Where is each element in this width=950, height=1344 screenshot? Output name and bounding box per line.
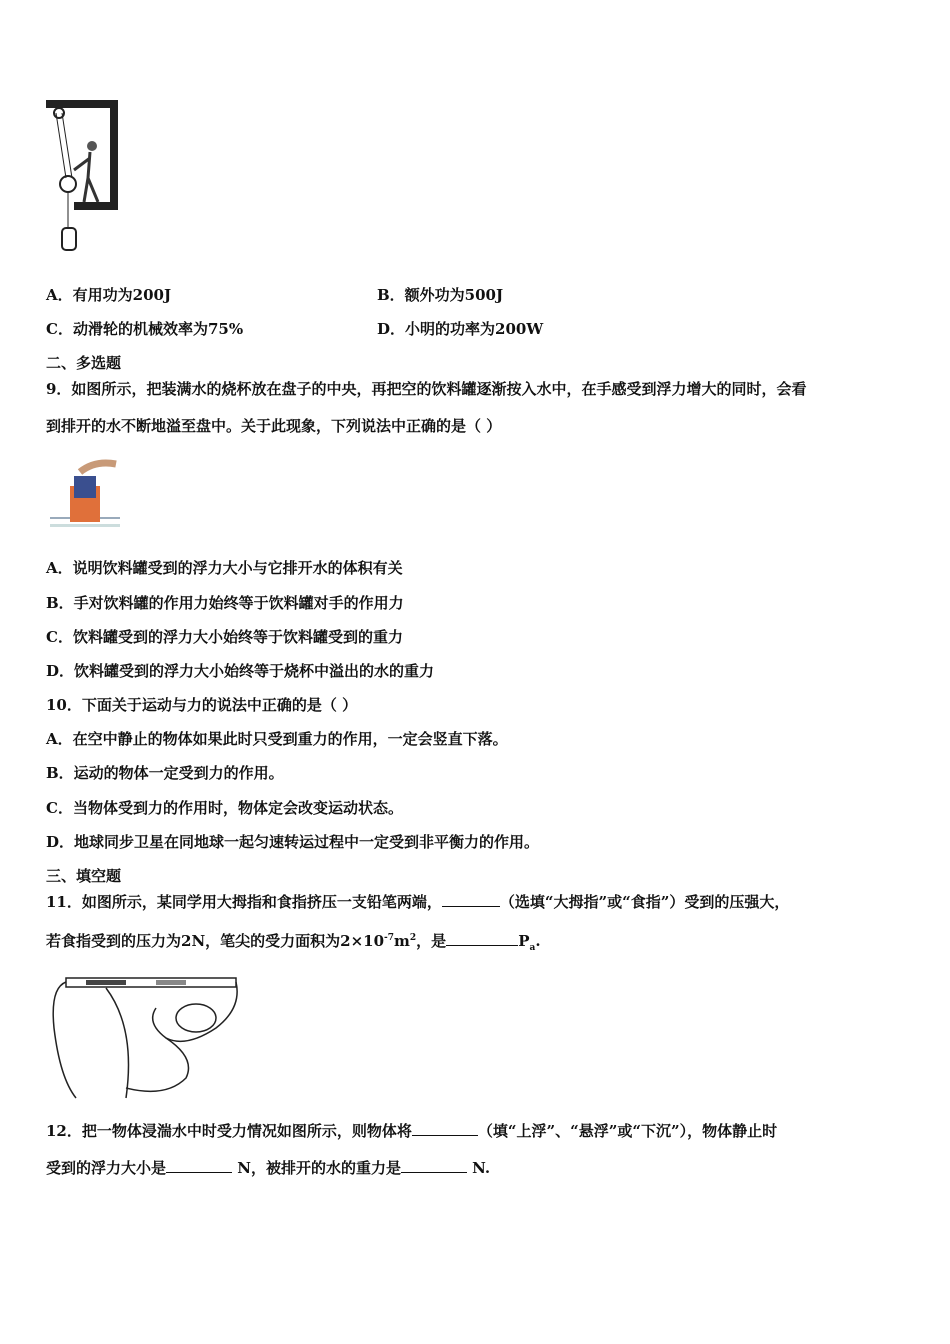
q10-option-c[interactable]: C．当物体受到力的作用时，物体定会改变运动状态。 xyxy=(46,799,403,817)
q12-text: N. xyxy=(466,1159,491,1177)
q11-text: 11．如图所示，某同学用大拇指和食指挤压一支铅笔两端， xyxy=(46,893,442,911)
q12-text: 受到的浮力大小是 xyxy=(46,1159,167,1177)
q11-unit: P xyxy=(518,932,530,950)
q12-text: （填“上浮”、“悬浮”或“下沉”），物体静止时 xyxy=(477,1122,778,1140)
q11-text: m xyxy=(394,932,410,950)
q11-exponent: 2 xyxy=(409,933,417,943)
q10-option-b[interactable]: B．运动的物体一定受到力的作用。 xyxy=(46,764,284,782)
q11-blank-2[interactable] xyxy=(446,931,518,946)
q11-text: . xyxy=(535,932,541,950)
q11-exponent: -7 xyxy=(384,933,395,943)
q8-option-c[interactable]: C．动滑轮的机械效率为75% xyxy=(46,320,244,338)
q11-text: ，是 xyxy=(416,932,447,950)
pulley-figure xyxy=(44,98,120,258)
q11-line2 xyxy=(46,928,541,958)
q11-blank-1[interactable] xyxy=(442,892,500,907)
pencil-fingers-figure xyxy=(46,968,242,1104)
q12-text: N，被排开的水的重力是 xyxy=(232,1159,401,1177)
q9-stem-line1: 9．如图所示，把装满水的烧杯放在盘子的中央，再把空的饮料罐逐渐按入水中，在手感受到浮力增大的同时，会看 xyxy=(46,380,807,398)
section-heading-multiple-choice: 二、多选题 xyxy=(46,354,122,372)
q10-option-d[interactable]: D．地球同步卫星在同地球一起匀速转运过程中一定受到非平衡力的作用。 xyxy=(46,833,540,851)
q11-unit-sub: a xyxy=(529,943,536,953)
q8-option-b[interactable]: B．额外功为500J xyxy=(377,286,504,304)
section-heading-fill-blank: 三、填空题 xyxy=(46,867,122,885)
q9-option-d[interactable]: D．饮料罐受到的浮力大小始终等于烧杯中溢出的水的重力 xyxy=(46,662,435,680)
q11-line1 xyxy=(46,892,789,912)
q12-blank-3[interactable] xyxy=(401,1158,467,1173)
q10-stem: 10．下面关于运动与力的说法中正确的是（ ） xyxy=(46,696,358,714)
q12-blank-1[interactable] xyxy=(412,1121,478,1136)
q9-stem-line2: 到排开的水不断地溢至盘中。关于此现象，下列说法中正确的是（ ） xyxy=(46,417,502,435)
q8-option-d[interactable]: D．小明的功率为200W xyxy=(377,320,544,338)
beaker-figure xyxy=(50,458,120,536)
q10-option-a[interactable]: A．在空中静止的物体如果此时只受到重力的作用，一定会竖直下落。 xyxy=(46,730,508,748)
q9-option-a[interactable]: A．说明饮料罐受到的浮力大小与它排开水的体积有关 xyxy=(46,559,403,577)
q9-option-b[interactable]: B．手对饮料罐的作用力始终等于饮料罐对手的作用力 xyxy=(46,594,404,612)
q12-line1 xyxy=(46,1121,777,1141)
q12-text: 12．把一物体浸湍水中时受力情况如图所示，则物体将 xyxy=(46,1122,412,1140)
q8-option-a[interactable]: A．有用功为200J xyxy=(46,286,172,304)
q11-text: 若食指受到的压力为2N，笔尖的受力面积为2×10 xyxy=(46,932,385,950)
q9-option-c[interactable]: C．饮料罐受到的浮力大小始终等于饮料罐受到的重力 xyxy=(46,628,403,646)
q12-line2 xyxy=(46,1158,490,1178)
q11-text: （选填“大拇指”或“食指”）受到的压强大， xyxy=(499,893,790,911)
q12-blank-2[interactable] xyxy=(166,1158,232,1173)
